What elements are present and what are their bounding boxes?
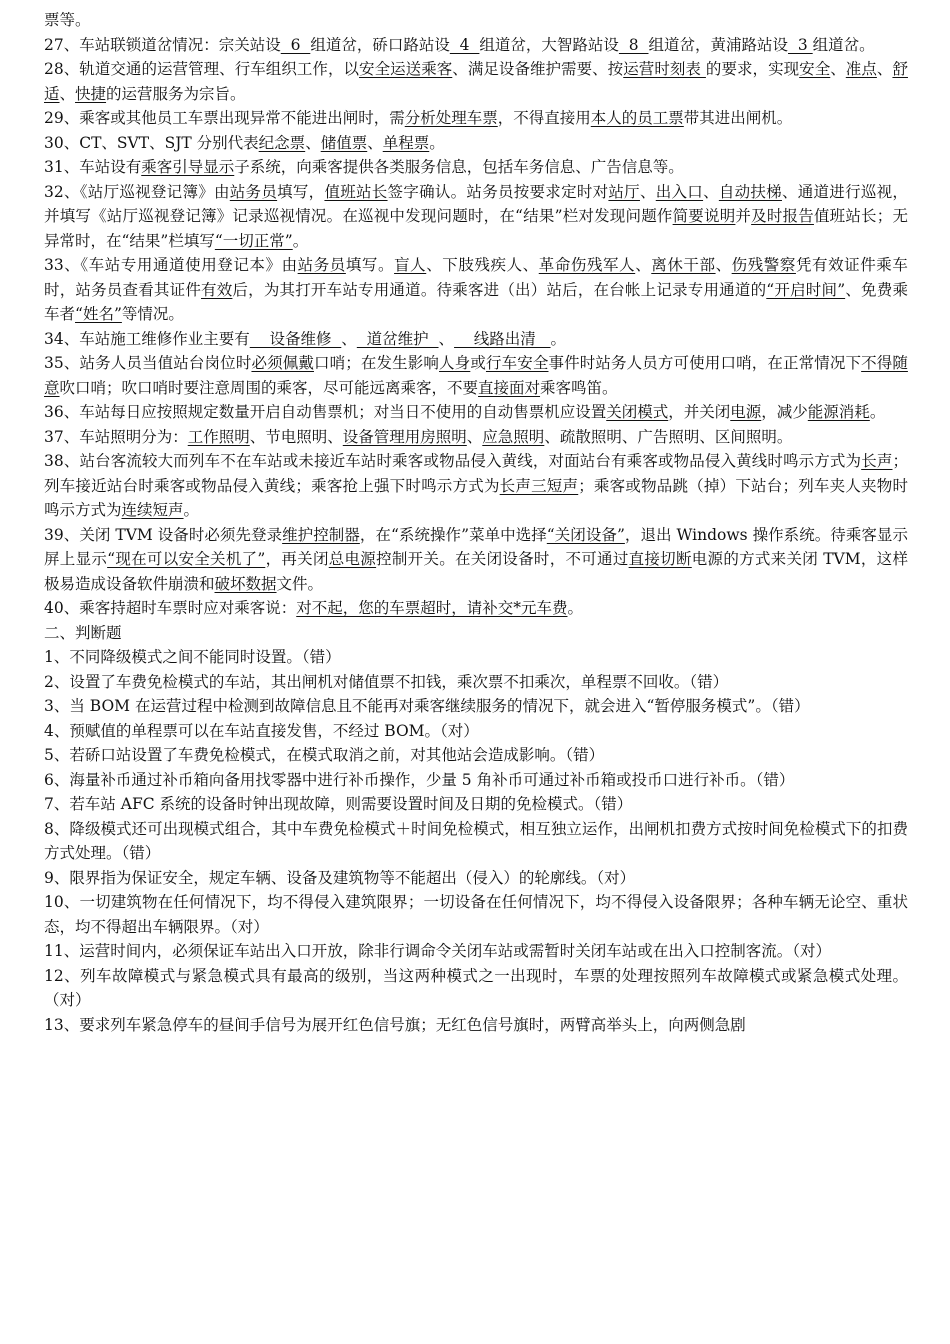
- text-segment: 40、乘客持超时车票时应对乘客说：: [44, 599, 297, 617]
- paragraph: [44, 253, 908, 327]
- underlined-answer: 能源消耗: [807, 403, 870, 421]
- paragraph: [44, 106, 908, 131]
- text-segment: 。: [429, 133, 445, 152]
- text-segment: 值班站长；无异常时，在“结果”栏填写: [44, 207, 908, 250]
- underlined-answer: 纪念票: [258, 133, 306, 152]
- underlined-answer: 总电源: [328, 550, 377, 568]
- text-segment: 填写。: [345, 256, 395, 274]
- paragraph: [44, 694, 908, 719]
- underlined-answer: 道岔维护: [356, 329, 439, 348]
- text-segment: 10、一切建筑物在任何情况下，均不得侵入建筑限界；一切设备在任何情况下，均不得侵入设备限界；各种车辆无论空、重状态，均不得超出车辆限界。（对）: [44, 893, 908, 936]
- text-segment: 二、判断题: [44, 623, 122, 642]
- text-segment: 32、《站厅巡视登记簿》由: [44, 182, 230, 201]
- text-segment: 2、设置了车费免检模式的车站，其出闸机对储值票不扣钱，乘次票不扣乘次，单程票不回收。（错）: [44, 672, 729, 691]
- underlined-answer: 值班站长: [324, 182, 388, 201]
- underlined-answer: “关闭设备”: [546, 525, 625, 544]
- text-segment: 4、预赋值的单程票可以在车站直接发售，不经过 BOM。（对）: [44, 721, 479, 740]
- text-segment: 9、限界指为保证安全，规定车辆、设备及建筑物等不能超出（侵入）的轮廓线。（对）: [44, 868, 636, 887]
- underlined-answer: 人身: [439, 354, 471, 372]
- underlined-answer: 6: [280, 35, 311, 54]
- underlined-answer: 伤残警察: [731, 256, 796, 274]
- underlined-answer: 工作照明: [187, 427, 250, 446]
- underlined-answer: 行车安全: [485, 354, 549, 372]
- paragraph: [44, 131, 908, 156]
- underlined-answer: 单程票: [382, 133, 430, 152]
- text-segment: 电源的方式来关闭 TVM，这样极易造成设备软件崩溃和: [44, 550, 908, 593]
- text-segment: 组道岔，黄浦路站设: [648, 35, 789, 54]
- underlined-answer: 舒适: [44, 60, 908, 103]
- text-segment: ，减少: [761, 403, 808, 421]
- text-segment: 37、车站照明分为：: [44, 427, 188, 446]
- underlined-answer: 运营时刻表: [623, 60, 706, 78]
- paragraph: [44, 180, 908, 254]
- text-segment: 38、站台客流较大而列车不在车站或未接近车站时乘客或物品侵入黄线，对面站台有乘客或物品侵入黄线时鸣示方式为: [44, 452, 862, 470]
- underlined-answer: “现在可以安全关机了”: [107, 550, 266, 568]
- underlined-answer: 离休干部: [651, 256, 716, 274]
- paragraph: [44, 939, 908, 964]
- paragraph: [44, 327, 908, 352]
- text-segment: 31、车站设有: [44, 158, 142, 176]
- paragraph: [44, 743, 908, 768]
- underlined-answer: 维护控制器: [282, 525, 360, 544]
- text-segment: 文件。: [276, 574, 324, 593]
- text-segment: 8、降级模式还可出现模式组合，其中车费免检模式＋时间免检模式，相互独立运作，出闸机扣费方式按时间免检模式下的扣费方式处理。（错）: [44, 819, 908, 862]
- underlined-answer: 盲人: [394, 256, 427, 274]
- text-segment: 13、要求列车紧急停车的昼间手信号为展开红色信号旗；无红色信号旗时，两臂高举头上，向两侧急剧: [44, 1015, 746, 1034]
- text-segment: 、免费乘车者: [44, 280, 908, 323]
- underlined-answer: 3: [788, 35, 813, 54]
- paragraph: [44, 621, 908, 646]
- underlined-answer: 长声三短声: [499, 476, 579, 495]
- text-segment: 。: [567, 599, 584, 617]
- text-segment: 36、车站每日应按照规定数量开启自动售票机；对当日不使用的自动售票机应设置: [44, 403, 607, 421]
- underlined-answer: 关闭模式: [606, 403, 669, 421]
- underlined-answer: 长声: [861, 452, 893, 470]
- text-segment: 1、不同降级模式之间不能同时设置。（错）: [44, 648, 341, 666]
- text-segment: 6、海量补币通过补币箱向备用找零器中进行补币操作，少量 5 角补币可通过补币箱或投币口进行补币。（错）: [44, 770, 795, 789]
- underlined-answer: “开启时间”: [766, 280, 846, 299]
- text-segment: 33、《车站专用通道使用登记本》由: [44, 256, 298, 274]
- text-segment: 组道岔，硚口路站设: [310, 35, 450, 54]
- underlined-answer: 自动扶梯: [718, 182, 782, 201]
- underlined-answer: 连续短声: [121, 501, 184, 519]
- underlined-answer: 有效: [201, 280, 233, 299]
- text-segment: 3、当 BOM 在运营过程中检测到故障信息且不能再对乘客继续服务的情况下，就会进入“暂停服务模式”。（错）: [44, 697, 810, 715]
- text-segment: 、节电照明、: [249, 427, 343, 446]
- text-segment: 、: [639, 182, 656, 201]
- paragraph: [44, 449, 908, 523]
- underlined-answer: 直接面对: [478, 378, 541, 397]
- underlined-answer: 8: [618, 35, 649, 54]
- underlined-answer: 设备管理用房照明: [342, 427, 467, 446]
- text-segment: 、: [367, 133, 383, 152]
- text-segment: 12、列车故障模式与紧急模式具有最高的级别，当这两种模式之一出现时，车票的处理按照列车故障模式或紧急模式处理。（对）: [44, 966, 908, 1009]
- text-segment: 吹口哨；吹口哨时要注意周围的乘客，尽可能远离乘客，不要: [59, 378, 479, 397]
- text-segment: 、: [305, 133, 321, 152]
- text-segment: 等情况。: [121, 305, 184, 323]
- text-segment: 凭有效证件乘车时，站务员查看其证件: [44, 256, 908, 299]
- text-segment: 乘客鸣笛。: [540, 378, 618, 397]
- text-segment: 带其进出闸机。: [683, 109, 793, 127]
- paragraph: [44, 596, 908, 621]
- text-segment: 的要求，实现: [705, 60, 800, 78]
- paragraph: [44, 57, 908, 106]
- underlined-answer: 4: [449, 35, 480, 54]
- text-segment: 、: [438, 329, 455, 348]
- underlined-answer: 应急照明: [482, 427, 545, 446]
- text-segment: 29、乘客或其他员工车票出现异常不能进出闸时，需: [44, 109, 405, 127]
- paragraph: [44, 890, 908, 939]
- text-segment: ，在“系统操作”菜单中选择: [359, 525, 547, 544]
- paragraph: [44, 964, 908, 1013]
- text-segment: 、满足设备维护需要、按: [452, 60, 624, 78]
- text-segment: 11、运营时间内，必须保证车站出入口开放，除非行调命令关闭车站或需暂时关闭车站或在出入口控制客流。（对）: [44, 942, 831, 960]
- text-segment: 组道岔，大智路站设: [479, 35, 619, 54]
- text-segment: 、通道进行巡视，并填写《站厅巡视登记簿》记录巡视情况。在巡视中发现问题时，在“结果”栏对发现问题作: [44, 182, 908, 225]
- paragraph: [44, 719, 908, 744]
- text-segment: 30、CT、SVT、SJT 分别代表: [44, 133, 259, 152]
- underlined-answer: 直接切断: [628, 550, 692, 568]
- underlined-answer: 安全运送乘客: [359, 60, 453, 78]
- paragraph: [44, 1013, 908, 1038]
- text-segment: 口哨；在发生影响: [313, 354, 440, 372]
- text-segment: 39、关闭 TVM 设备时必须先登录: [44, 525, 283, 544]
- underlined-answer: 乘客引导显示: [141, 158, 235, 176]
- paragraph: [44, 670, 908, 695]
- text-segment: 、下肢残疾人、: [426, 256, 539, 274]
- text-segment: 组道岔。: [812, 35, 875, 54]
- text-segment: 子系统，向乘客提供各类服务信息，包括车务信息、广告信息等。: [234, 158, 684, 176]
- underlined-answer: 站务员: [297, 256, 346, 274]
- underlined-answer: 对不起，您的车票超时，请补交*元车费: [296, 599, 568, 617]
- text-segment: 、: [715, 256, 732, 274]
- underlined-answer: 设备维修: [249, 329, 342, 348]
- paragraph: [44, 645, 908, 670]
- paragraph: [44, 400, 908, 425]
- text-segment: 填写，: [277, 182, 325, 201]
- text-segment: ，再关闭: [265, 550, 329, 568]
- underlined-answer: 本人的员工票: [590, 109, 684, 127]
- paragraph: [44, 425, 908, 450]
- paragraph: [44, 768, 908, 793]
- text-segment: 、: [635, 256, 652, 274]
- underlined-answer: 快捷: [75, 84, 107, 103]
- underlined-answer: 必须佩戴: [251, 354, 314, 372]
- paragraph: [44, 523, 908, 597]
- paragraph: [44, 33, 908, 58]
- text-segment: 、: [466, 427, 483, 446]
- paragraph: [44, 155, 908, 180]
- underlined-answer: 站厅: [608, 182, 640, 201]
- underlined-answer: 分析处理车票: [404, 109, 498, 127]
- text-segment: 、: [703, 182, 719, 201]
- text-segment: 5、若硚口站设置了车费免检模式，在模式取消之前，对其他站会造成影响。（错）: [44, 746, 605, 764]
- text-segment: 后，为其打开车站专用通道。待乘客进（出）站后，在台帐上记录专用通道的: [232, 280, 767, 299]
- text-segment: 。: [550, 329, 567, 348]
- text-segment: 事件时站务人员方可使用口哨，在正常情况下: [548, 354, 862, 372]
- text-segment: 控制开关。在关闭设备时，不可通过: [376, 550, 629, 568]
- underlined-answer: 安全: [799, 60, 831, 78]
- text-segment: ；乘客或物品跳（掉）下站台；列车夹人夹物时鸣示方式为: [44, 476, 908, 519]
- underlined-answer: 储值票: [320, 133, 368, 152]
- text-segment: 34、车站施工维修作业主要有: [44, 329, 250, 348]
- text-segment: 、: [830, 60, 846, 78]
- underlined-answer: 革命伤残军人: [538, 256, 636, 274]
- underlined-answer: 简要说明: [672, 207, 736, 225]
- underlined-answer: 准点: [845, 60, 877, 78]
- text-segment: 7、若车站 AFC 系统的设备时钟出现故障，则需要设置时间及日期的免检模式。（错）: [44, 795, 633, 813]
- underlined-answer: 不得随意: [44, 354, 908, 397]
- text-segment: ，退出 Windows 操作系统。待乘客显示屏上显示: [44, 525, 908, 568]
- underlined-answer: 线路出清: [454, 329, 551, 348]
- underlined-answer: “一切正常”: [214, 231, 293, 250]
- text-segment: ，不得直接用: [497, 109, 591, 127]
- text-segment: 的运营服务为宗旨。: [106, 84, 246, 103]
- underlined-answer: 破坏数据: [214, 574, 277, 593]
- text-segment: ，并关闭: [668, 403, 731, 421]
- text-segment: 并: [735, 207, 752, 225]
- underlined-answer: 电源: [730, 403, 762, 421]
- paragraph: [44, 351, 908, 400]
- text-segment: ；列车接近站台时乘客或物品侵入黄线；乘客抢上强下时鸣示方式为: [44, 452, 908, 495]
- text-segment: 、: [341, 329, 357, 348]
- text-segment: 28、轨道交通的运营管理、行车组织工作，以: [44, 60, 360, 78]
- underlined-answer: “姓名”: [75, 305, 122, 323]
- text-segment: 35、站务人员当值站台岗位时: [44, 354, 252, 372]
- text-segment: 、: [876, 60, 893, 78]
- text-segment: 。: [292, 231, 309, 250]
- text-segment: 、疏散照明、广告照明、区间照明。: [544, 427, 793, 446]
- text-segment: 票等。: [44, 11, 91, 29]
- text-segment: 27、车站联锁道岔情况：宗关站设: [44, 35, 281, 54]
- underlined-answer: 出入口: [655, 182, 704, 201]
- paragraph: [44, 792, 908, 817]
- paragraph: [44, 817, 908, 866]
- underlined-answer: 站务员: [229, 182, 278, 201]
- underlined-answer: 及时报告: [751, 207, 814, 225]
- text-segment: 。: [869, 403, 886, 421]
- text-segment: 。: [183, 501, 200, 519]
- paragraph: [44, 866, 908, 891]
- text-segment: 签字确认。站务员按要求定时对: [387, 182, 609, 201]
- text-segment: 、: [59, 84, 76, 103]
- text-segment: 或: [470, 354, 486, 372]
- paragraph: [44, 8, 908, 33]
